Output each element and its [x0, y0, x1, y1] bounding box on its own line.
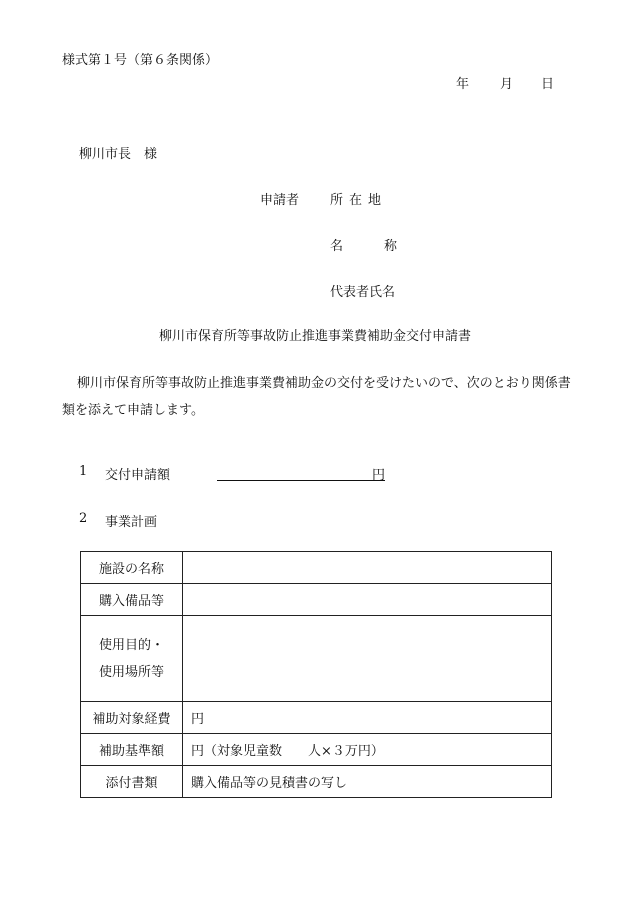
- section-2-label: 事業計画: [105, 515, 158, 530]
- standard-amount-cell[interactable]: 円（対象児童数 人×３万円）: [183, 734, 552, 766]
- date-year: 年: [456, 77, 470, 92]
- section-1-label: 交付申請額: [105, 468, 171, 483]
- purpose-line-2: 使用場所等: [98, 664, 164, 680]
- table-row: [81, 552, 552, 584]
- table-row: [81, 766, 552, 798]
- purpose-line-1: 使用目的・: [98, 637, 164, 653]
- facility-name-header: 施設の名称: [81, 552, 183, 584]
- name-label-1: 名: [330, 239, 344, 254]
- purpose-header: [81, 616, 183, 702]
- section-1: [79, 464, 171, 483]
- subsidy-cost-header: 補助対象経費: [81, 702, 183, 734]
- standard-amount-header: 補助基準額: [81, 734, 183, 766]
- facility-name-cell[interactable]: [183, 552, 552, 584]
- document-title: 柳川市保育所等事故防止推進事業費補助金交付申請書: [158, 329, 471, 344]
- form-id: 様式第１号（第６条関係）: [62, 53, 219, 68]
- plan-table: [80, 551, 552, 798]
- representative-label: 代表者氏名: [330, 285, 396, 300]
- amount-field[interactable]: [217, 464, 385, 481]
- addressee: 柳川市長 様: [79, 147, 158, 162]
- equipment-header: 購入備品等: [81, 584, 183, 616]
- table-row: [81, 584, 552, 616]
- date-month: 月: [500, 77, 514, 92]
- table-row: [81, 734, 552, 766]
- amount-unit: 円: [371, 468, 385, 483]
- body-text: 柳川市保育所等事故防止推進事業費補助金の交付を受けたいので、次のとおり関係書類を添えて申請します。: [62, 376, 571, 418]
- section-1-number: 1: [79, 464, 88, 479]
- attachments-header: 添付書類: [81, 766, 183, 798]
- section-2-number: 2: [79, 511, 88, 526]
- section-2: [79, 511, 158, 530]
- table-row: [81, 616, 552, 702]
- attachments-cell[interactable]: 購入備品等の見積書の写し: [183, 766, 552, 798]
- applicant-label: 申請者: [260, 193, 300, 208]
- table-row: [81, 702, 552, 734]
- date-day: 日: [541, 77, 555, 92]
- subsidy-cost-cell[interactable]: 円: [183, 702, 552, 734]
- purpose-cell[interactable]: [183, 616, 552, 702]
- name-label-2: 称: [384, 239, 398, 254]
- equipment-cell[interactable]: [183, 584, 552, 616]
- address-label: 所在地: [330, 193, 388, 208]
